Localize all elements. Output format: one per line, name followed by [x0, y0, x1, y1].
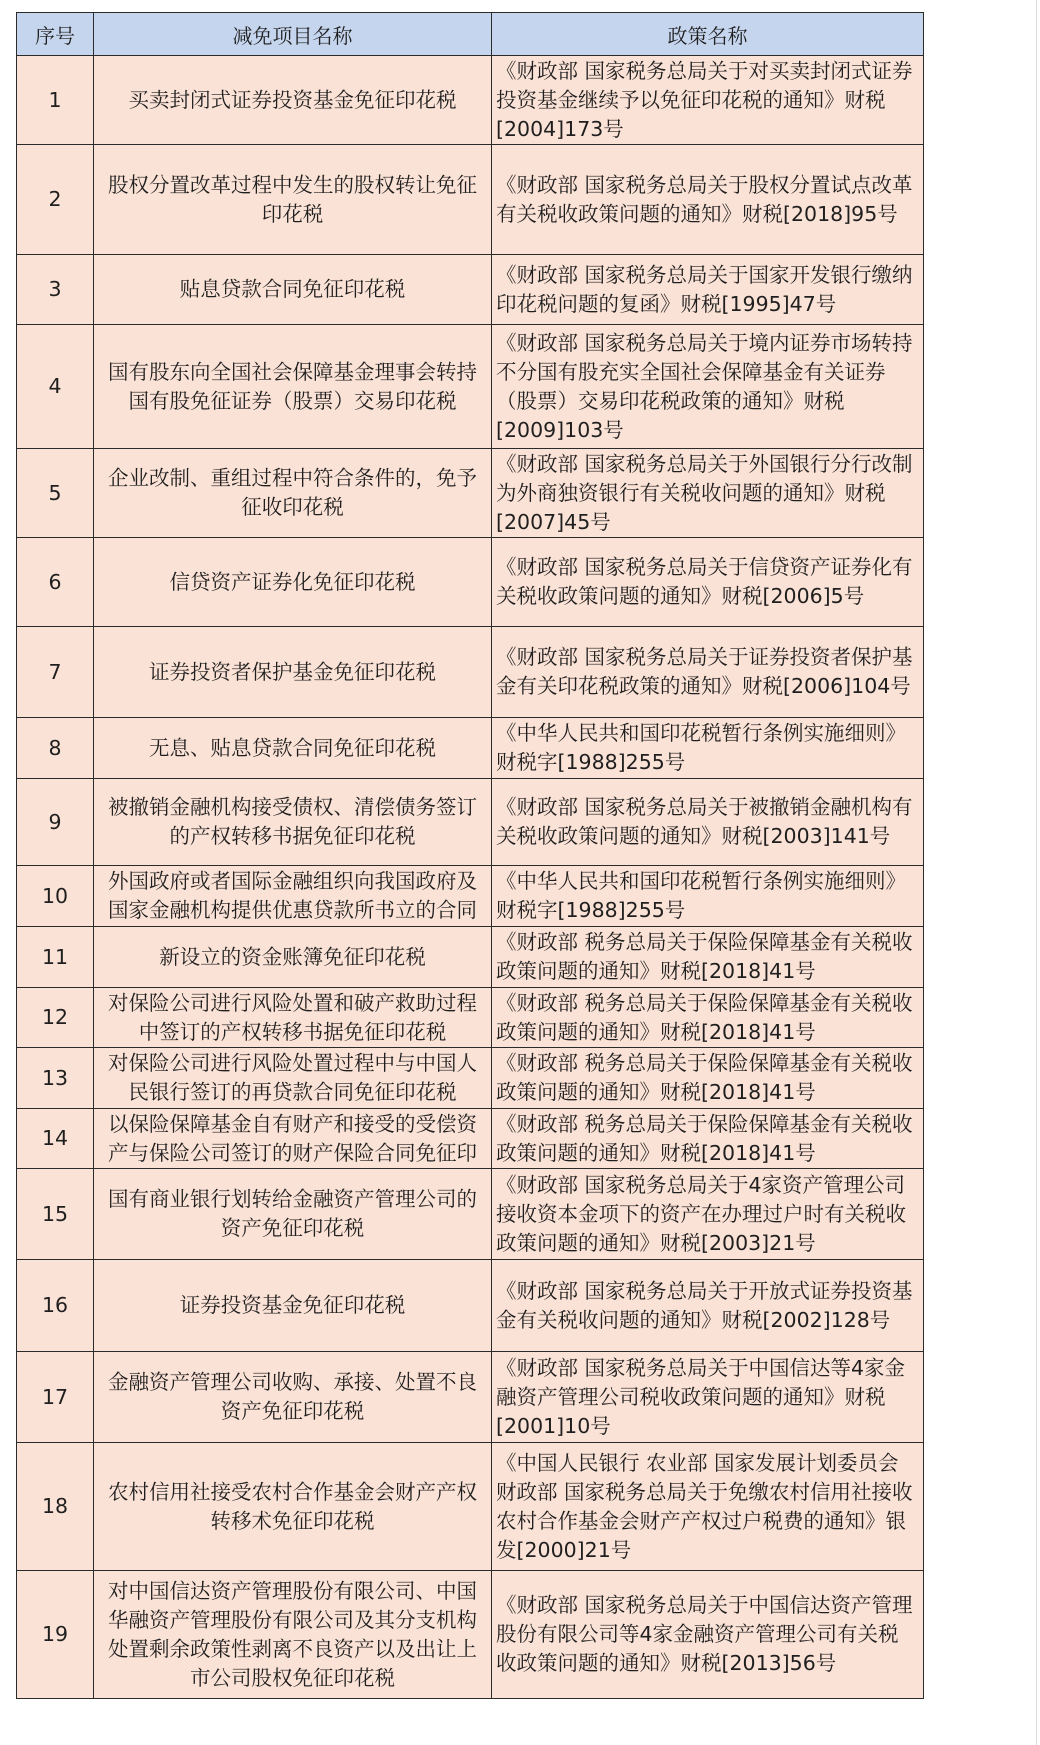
table-row	[17, 538, 924, 627]
table-row	[17, 1352, 924, 1443]
table-row	[17, 325, 924, 449]
cell-item-name[interactable]: 外国政府或者国际金融组织向我国政府及国家金融机构提供优惠贷款所书立的合同	[94, 866, 492, 927]
cell-policy-name[interactable]: 《财政部 税务总局关于保险保障基金有关税收政策问题的通知》财税[2018]41号	[492, 988, 924, 1048]
table-row	[17, 56, 924, 145]
sheet-gridline	[1036, 0, 1037, 1745]
cell-item-name[interactable]: 对保险公司进行风险处置和破产救助过程中签订的产权转移书据免征印花税	[94, 988, 492, 1048]
cell-policy-name[interactable]: 《中华人民共和国印花税暂行条例实施细则》财税字[1988]255号	[492, 718, 924, 779]
cell-item-name[interactable]: 对中国信达资产管理股份有限公司、中国华融资产管理股份有限公司及其分支机构处置剩余政策性剥离不良资产以及出让上市公司股权免征印花税	[94, 1571, 492, 1699]
cell-policy-name[interactable]: 《财政部 税务总局关于保险保障基金有关税收政策问题的通知》财税[2018]41号	[492, 927, 924, 988]
cell-policy-name[interactable]: 《财政部 国家税务总局关于4家资产管理公司接收资本金项下的资产在办理过户时有关税收政策问题的通知》财税[2003]21号	[492, 1169, 924, 1260]
cell-serial-no[interactable]: 8	[17, 718, 94, 779]
cell-item-name[interactable]: 新设立的资金账簿免征印花税	[94, 927, 492, 988]
cell-serial-no[interactable]: 6	[17, 538, 94, 627]
cell-item-name[interactable]: 证券投资基金免征印花税	[94, 1260, 492, 1352]
table-row	[17, 988, 924, 1048]
cell-item-name[interactable]: 被撤销金融机构接受债权、清偿债务签订的产权转移书据免征印花税	[94, 779, 492, 866]
cell-item-name[interactable]: 股权分置改革过程中发生的股权转让免征印花税	[94, 145, 492, 255]
cell-policy-name[interactable]: 《财政部 国家税务总局关于对买卖封闭式证券投资基金继续予以免征印花税的通知》财税[2004]173号	[492, 56, 924, 145]
cell-serial-no[interactable]: 18	[17, 1443, 94, 1571]
cell-policy-name[interactable]: 《财政部 国家税务总局关于外国银行分行改制为外商独资银行有关税收问题的通知》财税[2007]45号	[492, 449, 924, 538]
cell-serial-no[interactable]: 5	[17, 449, 94, 538]
table-row	[17, 1169, 924, 1260]
cell-policy-name[interactable]: 《财政部 国家税务总局关于股权分置试点改革有关税收政策问题的通知》财税[2018]95号	[492, 145, 924, 255]
table-row	[17, 1048, 924, 1109]
table-row	[17, 255, 924, 325]
cell-item-name[interactable]: 买卖封闭式证券投资基金免征印花税	[94, 56, 492, 145]
cell-serial-no[interactable]: 1	[17, 56, 94, 145]
header-item-name[interactable]: 减免项目名称	[94, 13, 492, 56]
table-header-row	[17, 13, 924, 56]
table-row	[17, 145, 924, 255]
cell-item-name[interactable]: 贴息贷款合同免征印花税	[94, 255, 492, 325]
cell-serial-no[interactable]: 15	[17, 1169, 94, 1260]
cell-serial-no[interactable]: 16	[17, 1260, 94, 1352]
cell-item-name[interactable]: 证券投资者保护基金免征印花税	[94, 627, 492, 718]
tax-exemption-table	[16, 12, 924, 1699]
cell-serial-no[interactable]: 13	[17, 1048, 94, 1109]
cell-item-name[interactable]: 对保险公司进行风险处置过程中与中国人民银行签订的再贷款合同免征印花税	[94, 1048, 492, 1109]
cell-policy-name[interactable]: 《财政部 国家税务总局关于被撤销金融机构有关税收政策问题的通知》财税[2003]141号	[492, 779, 924, 866]
cell-item-name[interactable]: 金融资产管理公司收购、承接、处置不良资产免征印花税	[94, 1352, 492, 1443]
cell-serial-no[interactable]: 14	[17, 1109, 94, 1169]
cell-serial-no[interactable]: 3	[17, 255, 94, 325]
table-row	[17, 927, 924, 988]
table-row	[17, 1571, 924, 1699]
table-row	[17, 718, 924, 779]
cell-item-name[interactable]: 信贷资产证券化免征印花税	[94, 538, 492, 627]
cell-policy-name[interactable]: 《财政部 国家税务总局关于境内证券市场转持不分国有股充实全国社会保障基金有关证券（股票）交易印花税政策的通知》财税[2009]103号	[492, 325, 924, 449]
cell-serial-no[interactable]: 10	[17, 866, 94, 927]
cell-item-name[interactable]: 国有商业银行划转给金融资产管理公司的资产免征印花税	[94, 1169, 492, 1260]
cell-serial-no[interactable]: 17	[17, 1352, 94, 1443]
cell-serial-no[interactable]: 4	[17, 325, 94, 449]
cell-item-name[interactable]: 以保险保障基金自有财产和接受的受偿资产与保险公司签订的财产保险合同免征印	[94, 1109, 492, 1169]
cell-item-name[interactable]: 企业改制、重组过程中符合条件的，免予征收印花税	[94, 449, 492, 538]
cell-item-name[interactable]: 无息、贴息贷款合同免征印花税	[94, 718, 492, 779]
cell-policy-name[interactable]: 《财政部 税务总局关于保险保障基金有关税收政策问题的通知》财税[2018]41号	[492, 1048, 924, 1109]
header-policy-name[interactable]: 政策名称	[492, 13, 924, 56]
cell-policy-name[interactable]: 《财政部 国家税务总局关于中国信达等4家金融资产管理公司税收政策问题的通知》财税[2001]10号	[492, 1352, 924, 1443]
cell-policy-name[interactable]: 《中国人民银行 农业部 国家发展计划委员会 财政部 国家税务总局关于免缴农村信用社接收农村合作基金会财产产权过户税费的通知》银发[2000]21号	[492, 1443, 924, 1571]
table-row	[17, 779, 924, 866]
table-row	[17, 1260, 924, 1352]
cell-policy-name[interactable]: 《财政部 国家税务总局关于开放式证券投资基金有关税收问题的通知》财税[2002]128号	[492, 1260, 924, 1352]
cell-policy-name[interactable]: 《财政部 国家税务总局关于证券投资者保护基金有关印花税政策的通知》财税[2006]104号	[492, 627, 924, 718]
cell-serial-no[interactable]: 7	[17, 627, 94, 718]
cell-item-name[interactable]: 国有股东向全国社会保障基金理事会转持国有股免征证券（股票）交易印花税	[94, 325, 492, 449]
cell-policy-name[interactable]: 《财政部 国家税务总局关于国家开发银行缴纳印花税问题的复函》财税[1995]47号	[492, 255, 924, 325]
cell-serial-no[interactable]: 11	[17, 927, 94, 988]
cell-policy-name[interactable]: 《财政部 国家税务总局关于中国信达资产管理股份有限公司等4家金融资产管理公司有关税收政策问题的通知》财税[2013]56号	[492, 1571, 924, 1699]
table-row	[17, 1109, 924, 1169]
table-row	[17, 627, 924, 718]
cell-item-name[interactable]: 农村信用社接受农村合作基金会财产产权转移术免征印花税	[94, 1443, 492, 1571]
table-row	[17, 449, 924, 538]
table-row	[17, 866, 924, 927]
cell-serial-no[interactable]: 19	[17, 1571, 94, 1699]
table-row	[17, 1443, 924, 1571]
cell-serial-no[interactable]: 12	[17, 988, 94, 1048]
cell-serial-no[interactable]: 2	[17, 145, 94, 255]
cell-policy-name[interactable]: 《财政部 税务总局关于保险保障基金有关税收政策问题的通知》财税[2018]41号	[492, 1109, 924, 1169]
cell-serial-no[interactable]: 9	[17, 779, 94, 866]
cell-policy-name[interactable]: 《中华人民共和国印花税暂行条例实施细则》财税字[1988]255号	[492, 866, 924, 927]
header-serial-no[interactable]: 序号	[17, 13, 94, 56]
cell-policy-name[interactable]: 《财政部 国家税务总局关于信贷资产证券化有关税收政策问题的通知》财税[2006]5号	[492, 538, 924, 627]
